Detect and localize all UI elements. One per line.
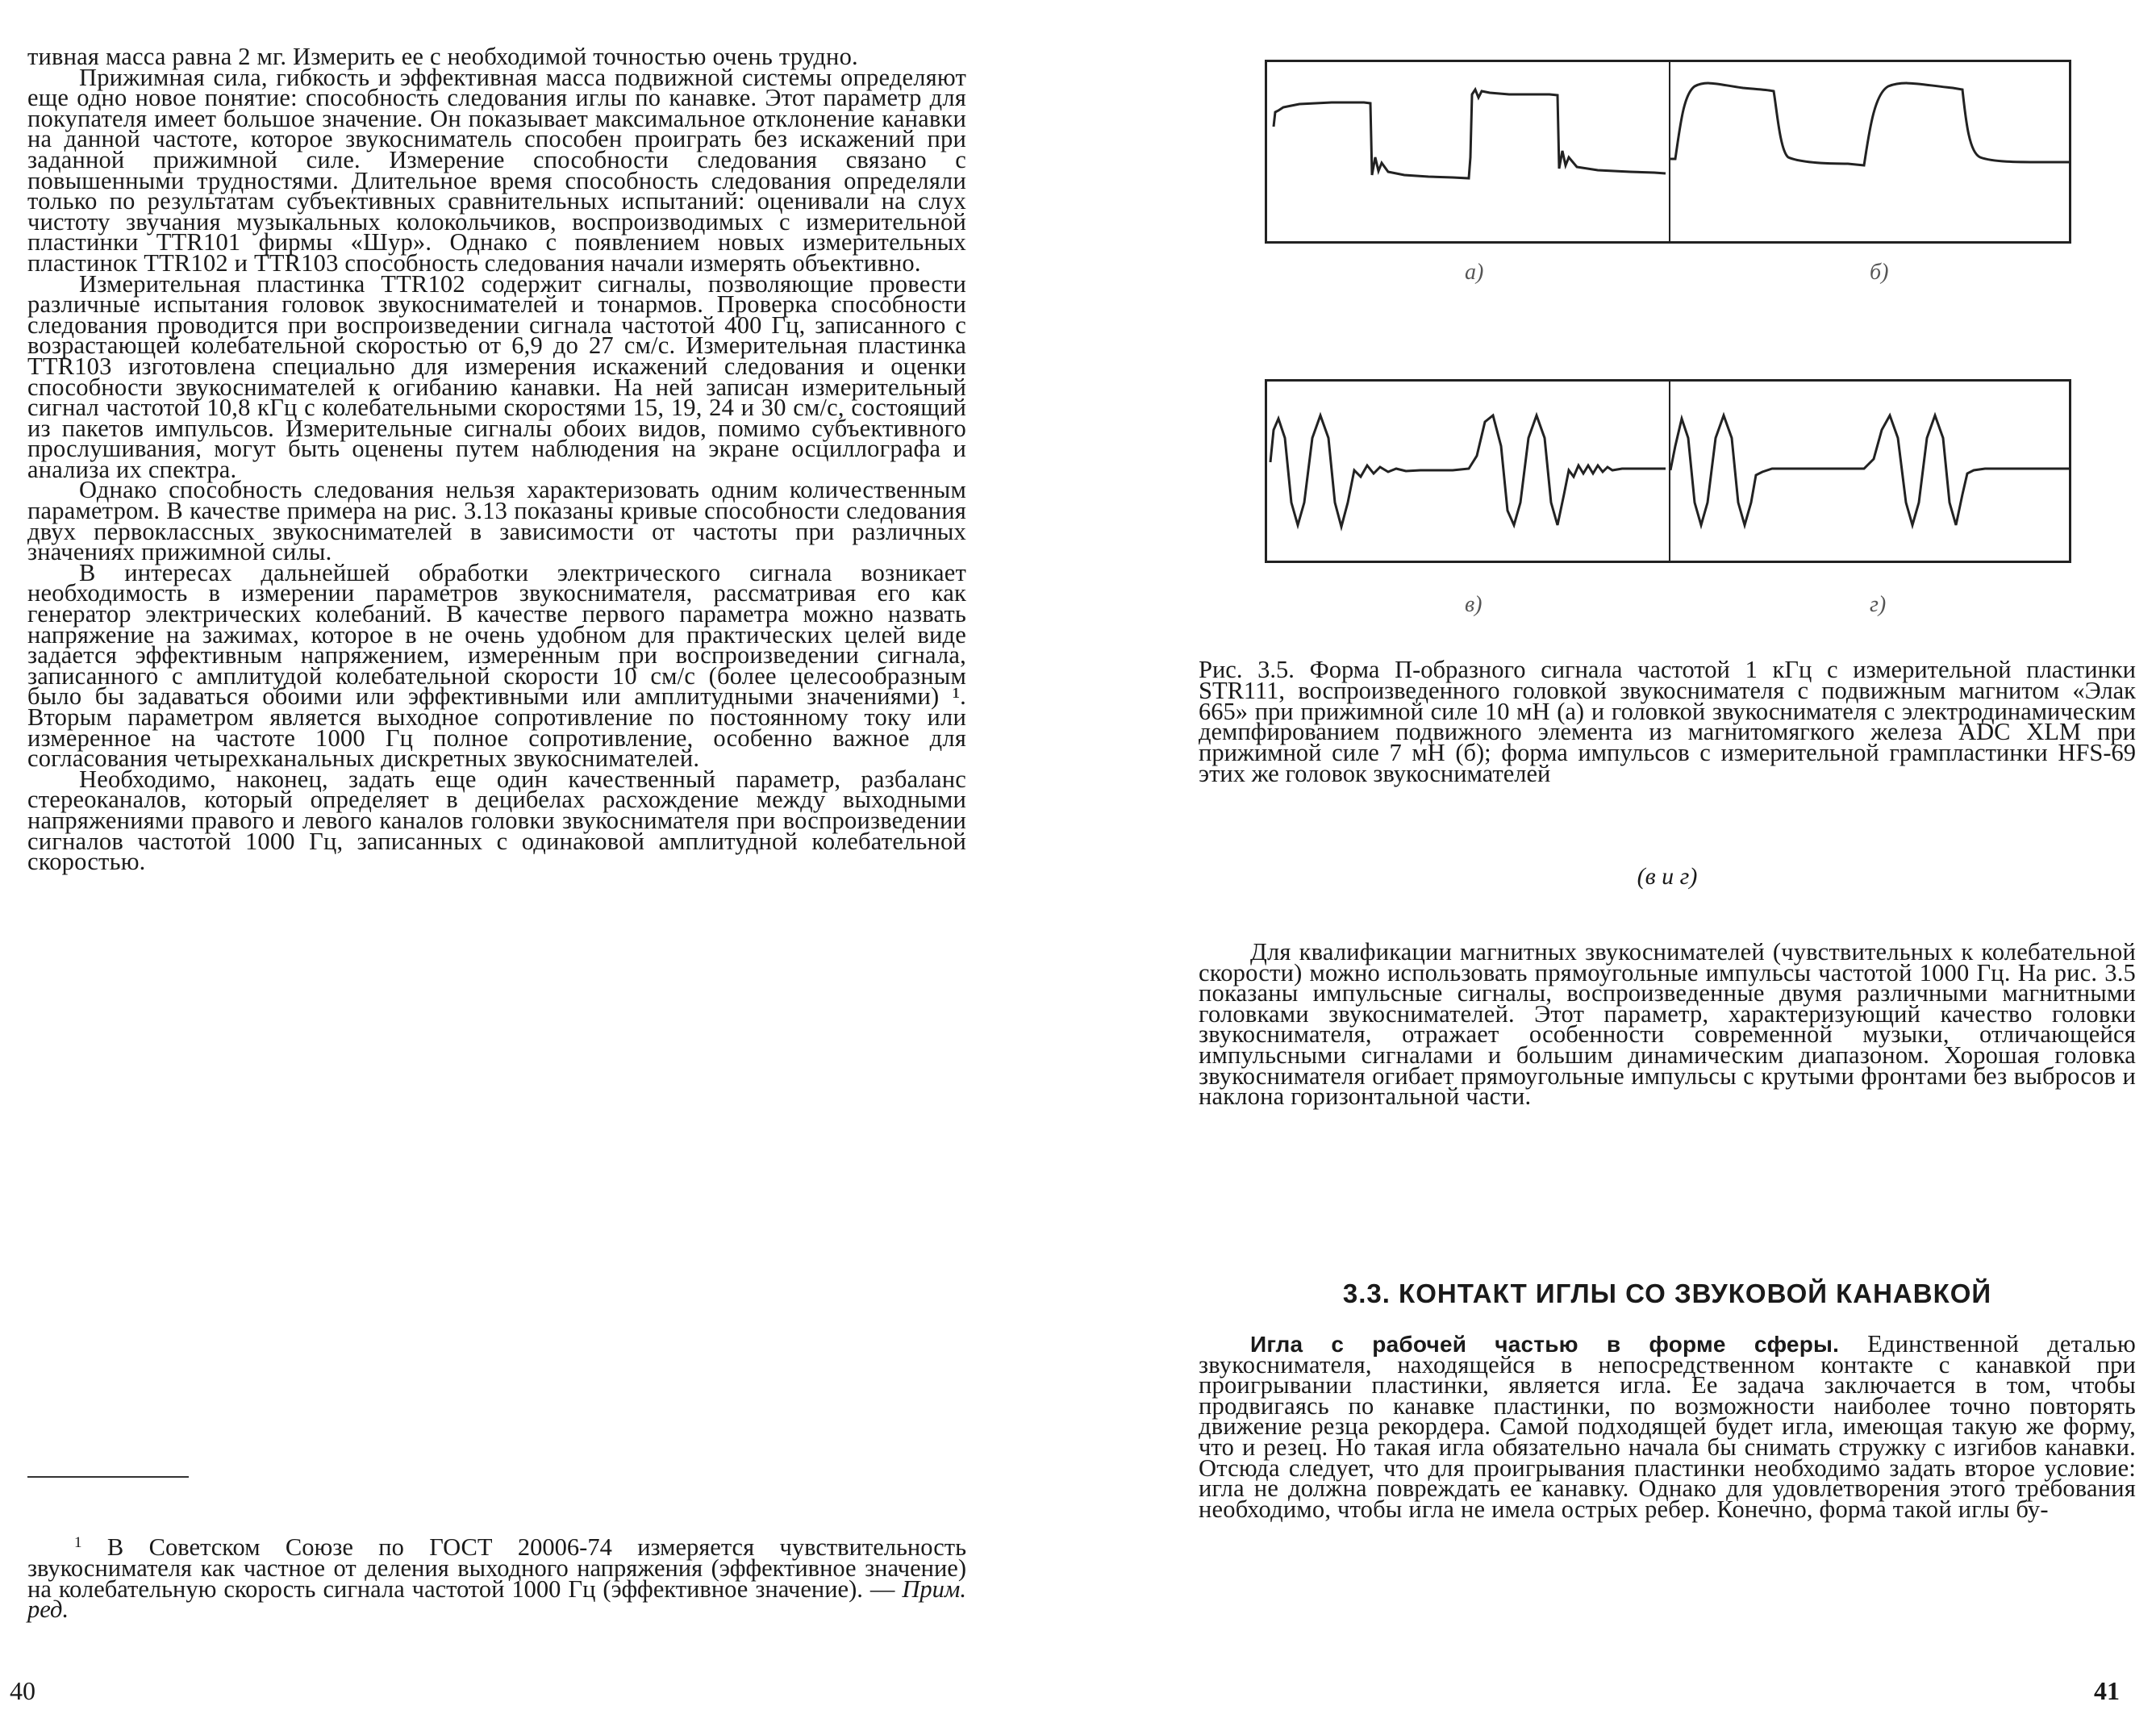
figure-label-b: б)	[1870, 260, 1889, 285]
paragraph: Необходимо, наконец, задать еще один качественный параметр, разбаланс стереоканалов, который определяет в децибелах расхождение между выходными напряжениями правого и левого каналов головки звукоснимателя при воспроизведении сигналов частотой 1000 Гц, записанных с одинаковой амплитудной колебательной скоростью.	[27, 765, 966, 876]
figure-label-a: а)	[1465, 260, 1484, 285]
figure-divider	[1669, 62, 1670, 241]
section-text-column	[1199, 1330, 2136, 1523]
oscillogram-cd	[1267, 382, 2069, 561]
oscillogram-figure-top	[1265, 60, 2071, 244]
paragraph: Однако способность следования нельзя характеризовать одним количественным параметром. В качестве примера на рис. 3.13 показаны кривые способности следования двух первоклассных звукоснимателей в зависимости от частоты при различных значениях прижимной силы.	[27, 476, 966, 566]
footnote-editor-note: Прим. ред.	[27, 1575, 966, 1624]
paragraph: Для квалификации магнитных звукоснимателей (чувствительных к колебательной скорости) можно использовать прямоугольные импульсы частотой 1000 Гц. На рис. 3.5 показаны импульсные сигналы, воспроизведенные двумя различными магнитными головками звукоснимателей. Этот параметр, характеризующий качество головки звукоснимателя, отражает особенности современной музыки, отличающейся импульсными сигналами и большим динамическим диапазоном. Хорошая головка звукоснимателя огибает прямоугольные импульсы с крутыми фронтами без выбросов и наклона горизонтальной части.	[1199, 938, 2136, 1111]
oscillogram-ab	[1267, 62, 2069, 241]
section-title: 3.3. КОНТАКТ ИГЛЫ СО ЗВУКОВОЙ КАНАВКОЙ	[1342, 1278, 1992, 1308]
paragraph: Измерительная пластинка TTR102 содержит сигналы, позволяющие провести различные испытания головок звукоснимателей и тонармов. Проверка способности следования проводится при воспроизведении сигнала частотой 400 Гц, записанного с возрастающей колебательной скоростью от 6,9 до 27 см/с. Измерительная пластинка TTR103 изготовлена специально для измерения искажений следования и оценки способности звукоснимателей к огибанию канавки. На ней записан измерительный сигнал частотой 10,8 кГц с колебательными скоростями 15, 19, 24 и 30 см/с, состоящий из пакетов импульсов. Измерительные сигналы обоих видов, помимо субъективного прослушивания, могут быть оценены путем наблюдения на экране осциллографа и анализа их спектра.	[27, 269, 966, 483]
oscillogram-figure-bottom	[1265, 379, 2071, 563]
footnote-text: В Советском Союзе по ГОСТ 20006-74 измеряется чувствительность звукоснимателя как частное от деления выходного напряжения (эффективное значение) на колебательную скорость сигнала частотой 1000 Гц (эффективное значение). —	[27, 1533, 967, 1603]
footnote-marker: 1	[74, 1534, 82, 1551]
trace-c	[1270, 415, 1666, 527]
paragraph: Прижимная сила, гибкость и эффективная масса подвижной системы определяют еще одно новое понятие: способность следования иглы по канавке. Этот параметр для покупателя имеет большое значение. Он показывает максимальное отклонение канавки на данной частоте, которое звукосниматель способен проиграть без искажений при заданной прижимной силе. Измерение способности следования связано с повышенными трудностями. Длительное время способность следования определяли только по результатам субъективных сравнительных испытаний: оценивали на слух чистоту звучания музыкальных колокольчиков, воспроизводимых с измерительной пластинки TTR101 фирмы «Шур». Однако с появлением новых измерительных пластинок TTR102 и TTR103 способность следования начали измерять объективно.	[27, 63, 966, 277]
runin-heading: Игла с рабочей частью в форме сферы.	[1250, 1332, 1840, 1357]
figure-caption-tail: (в и г)	[1637, 863, 1698, 890]
figure-label-d: г)	[1870, 592, 1887, 617]
paragraph: тивная масса равна 2 мг. Измерить ее с необходимой точностью очень трудно.	[27, 43, 858, 70]
footnote	[27, 1533, 967, 1624]
trace-d	[1670, 415, 2069, 525]
trace-b	[1670, 83, 2069, 165]
left-text-column	[27, 43, 966, 876]
paragraph: В интересах дальнейшей обработки электрического сигнала возникает необходимость в измерении параметров звукоснимателя, рассматривая его как генератор электрических колебаний. В качестве первого параметра можно назвать напряжение на зажимах, которое в не очень удобном для практических целей виде задается эффективным напряжением, измеренным при воспроизведении сигнала, записанного с амплитудой колебательной скорости 10 см/с (более целесообразным было бы задаваться обоими или эффективными или амплитудными значениями) ¹. Вторым параметром является выходное сопротивление по постоянному току или измеренное на частоте 1000 Гц полное сопротивление, особенно важное для согласования четырехканальных дискретных звукоснимателей.	[27, 558, 966, 773]
figure-label-c: в)	[1465, 592, 1483, 617]
trace-a	[1274, 90, 1666, 178]
page-number-left: 40	[10, 1676, 35, 1705]
right-page	[1078, 0, 2156, 1731]
footnote-rule	[27, 1476, 189, 1478]
figure-caption: Рис. 3.5. Форма П-образного сигнала частотой 1 кГц с измерительной пластинки STR111, воспроизведенного головкой звукоснимателя с подвижным магнитом «Элак 665» при прижимной силе 10 мН (а) и головкой звукоснимателя с электродинамическим демпфированием подвижного элемента из магнитомягкого железа ADC XLM при прижимной силе 7 мН (б); форма импульсов с измерительной грампластинки HFS-69 этих же головок звукоснимателей	[1199, 656, 2136, 787]
figure-divider	[1669, 382, 1670, 561]
section-paragraph	[1199, 1330, 2136, 1523]
right-text-column	[1199, 938, 2136, 1111]
page-number-right: 41	[2094, 1676, 2120, 1705]
section-paragraph-text: Единственной деталью звукоснимателя, находящейся в непосредственном контакте с канавкой при проигрывании пластинки, является игла. Ее задача заключается в том, чтобы продвигаясь по канавке пластинки, по возможности наиболее точно повторять движение резца рекордера. Самой подходящей будет игла, имеющая такую же форму, что и резец. Но такая игла обязательно начала бы снимать стружку с изгибов канавки. Отсюда следует, что для проигрывания пластинки необходимо задать второе условие: игла не должна повреждать ее канавку. Однако для удовлетворения этого требования необходимо, чтобы игла не имела острых ребер. Конечно, форма такой иглы бу-	[1199, 1330, 2136, 1523]
